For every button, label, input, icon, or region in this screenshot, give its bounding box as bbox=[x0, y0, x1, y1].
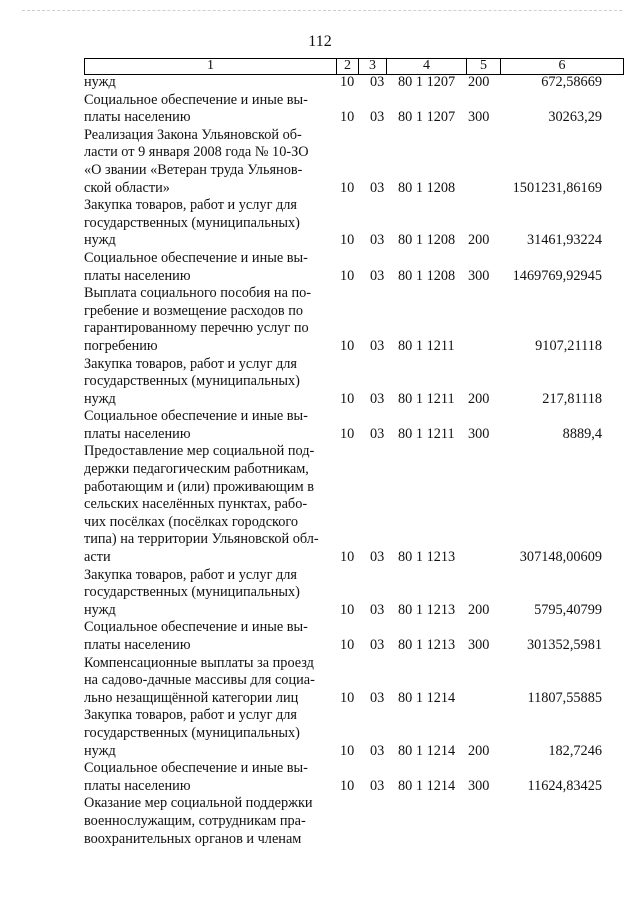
table-row bbox=[84, 567, 614, 620]
description-line: нужд bbox=[84, 742, 116, 759]
target-article-code: 80 1 1207 bbox=[398, 74, 456, 90]
description-line: держки педагогическим работникам, bbox=[84, 461, 309, 478]
description-line: льно незащищённой категории лиц bbox=[84, 689, 299, 706]
row-description bbox=[84, 567, 336, 620]
description-line: Социальное обеспечение и иные вы- bbox=[84, 619, 308, 636]
description-line: Закупка товаров, работ и услуг для bbox=[84, 355, 297, 372]
section-code: 10 bbox=[340, 74, 355, 90]
description-line: нужд bbox=[84, 390, 116, 407]
description-line: платы населению bbox=[84, 777, 191, 794]
subsection-code: 03 bbox=[370, 337, 385, 354]
subsection-code: 03 bbox=[370, 689, 385, 706]
header-col-1: 1 bbox=[85, 59, 337, 74]
table-row bbox=[84, 707, 614, 760]
row-description bbox=[84, 356, 336, 409]
table-row bbox=[84, 92, 614, 127]
description-line: Оказание мер социальной поддержки bbox=[84, 795, 313, 812]
table-body bbox=[84, 74, 614, 848]
scan-top-edge bbox=[22, 10, 622, 11]
expense-type-code: 200 bbox=[468, 742, 490, 759]
description-line: Закупка товаров, работ и услуг для bbox=[84, 566, 297, 583]
section-code: 10 bbox=[340, 689, 355, 706]
subsection-code: 03 bbox=[370, 109, 385, 126]
expense-type-code: 200 bbox=[468, 601, 490, 618]
row-description bbox=[84, 127, 336, 197]
description-line: государственных (муниципальных) bbox=[84, 214, 300, 231]
section-code: 10 bbox=[340, 267, 355, 284]
description-line: воохранительных органов и членам bbox=[84, 830, 302, 847]
description-line: гарантированному перечню услуг по bbox=[84, 320, 309, 337]
description-line: сельских населённых пунктах, рабо- bbox=[84, 496, 308, 513]
table-row bbox=[84, 443, 614, 566]
description-line: Предоставление мер социальной под- bbox=[84, 443, 315, 460]
target-article-code: 80 1 1211 bbox=[398, 337, 455, 354]
target-article-code: 80 1 1208 bbox=[398, 179, 456, 196]
page-number: 112 bbox=[308, 33, 332, 50]
amount: 11807,55885 bbox=[527, 689, 602, 706]
amount: 1469769,92945 bbox=[512, 267, 602, 284]
subsection-code: 03 bbox=[370, 549, 385, 566]
target-article-code: 80 1 1207 bbox=[398, 109, 456, 126]
target-article-code: 80 1 1208 bbox=[398, 232, 456, 249]
description-line: платы населению bbox=[84, 267, 191, 284]
subsection-code: 03 bbox=[370, 179, 385, 196]
table-row bbox=[84, 619, 614, 654]
section-code: 10 bbox=[340, 549, 355, 566]
subsection-code: 03 bbox=[370, 232, 385, 249]
row-description bbox=[84, 197, 336, 250]
description-line: работающим и (или) проживающим в bbox=[84, 478, 314, 495]
description-line: чих посёлках (посёлках городского bbox=[84, 513, 299, 530]
subsection-code: 03 bbox=[370, 601, 385, 618]
description-line: платы населению bbox=[84, 425, 191, 442]
description-line: ской области» bbox=[84, 179, 170, 196]
description-line: нужд bbox=[84, 601, 116, 618]
amount: 11624,83425 bbox=[527, 777, 602, 794]
expense-type-code: 300 bbox=[468, 777, 490, 794]
header-col-6: 6 bbox=[558, 58, 566, 73]
expense-type-code: 300 bbox=[468, 109, 490, 126]
table-row bbox=[84, 250, 614, 285]
amount: 5795,40799 bbox=[534, 601, 602, 618]
table-row bbox=[84, 655, 614, 708]
header-col-5: 5 bbox=[467, 59, 501, 74]
description-line: нужд bbox=[84, 232, 116, 249]
section-code: 10 bbox=[340, 232, 355, 249]
section-code: 10 bbox=[340, 337, 355, 354]
header-col-2: 2 bbox=[337, 59, 359, 74]
description-line: типа) на территории Ульяновской обл- bbox=[84, 531, 319, 548]
description-line: Закупка товаров, работ и услуг для bbox=[84, 197, 297, 214]
description-line: нужд bbox=[84, 74, 116, 90]
description-line: государственных (муниципальных) bbox=[84, 584, 300, 601]
subsection-code: 03 bbox=[370, 742, 385, 759]
amount: 31461,93224 bbox=[526, 232, 602, 249]
target-article-code: 80 1 1213 bbox=[398, 637, 456, 653]
target-article-code: 80 1 1214 bbox=[398, 689, 456, 706]
description-line: асти bbox=[84, 549, 111, 566]
table-row bbox=[84, 127, 614, 197]
amount: 672,58669 bbox=[541, 74, 602, 90]
description-line: Социальное обеспечение и иные вы- bbox=[84, 91, 308, 108]
description-line: Компенсационные выплаты за проезд bbox=[84, 654, 314, 671]
expense-type-code: 300 bbox=[468, 637, 490, 653]
amount: 30263,29 bbox=[548, 109, 602, 126]
row-description bbox=[84, 619, 336, 654]
subsection-code: 03 bbox=[370, 637, 385, 653]
description-line: ласти от 9 января 2008 года № 10-ЗО bbox=[84, 144, 309, 161]
amount: 9107,21118 bbox=[535, 337, 602, 354]
table-row bbox=[84, 408, 614, 443]
section-code: 10 bbox=[340, 601, 355, 618]
table-row bbox=[84, 356, 614, 409]
expense-type-code: 200 bbox=[468, 390, 490, 407]
section-code: 10 bbox=[340, 425, 355, 442]
table-row bbox=[84, 760, 614, 795]
target-article-code: 80 1 1213 bbox=[398, 549, 456, 566]
description-line: Закупка товаров, работ и услуг для bbox=[84, 707, 297, 724]
row-description bbox=[84, 285, 336, 355]
description-line: на садово-дачные массивы для социа- bbox=[84, 672, 315, 689]
row-description bbox=[84, 92, 336, 127]
description-line: платы населению bbox=[84, 637, 191, 653]
description-line: гребение и возмещение расходов по bbox=[84, 302, 303, 319]
section-code: 10 bbox=[340, 109, 355, 126]
description-line: «О звании «Ветеран труда Ульянов- bbox=[84, 161, 303, 178]
description-line: погребению bbox=[84, 337, 158, 354]
expense-type-code: 200 bbox=[468, 74, 490, 90]
target-article-code: 80 1 1211 bbox=[398, 425, 455, 442]
row-description bbox=[84, 443, 336, 566]
row-description bbox=[84, 795, 336, 848]
description-line: Социальное обеспечение и иные вы- bbox=[84, 760, 308, 777]
section-code: 10 bbox=[340, 777, 355, 794]
row-description bbox=[84, 655, 336, 708]
header-col-4: 4 bbox=[387, 59, 467, 74]
target-article-code: 80 1 1214 bbox=[398, 777, 456, 794]
target-article-code: 80 1 1214 bbox=[398, 742, 456, 759]
target-article-code: 80 1 1211 bbox=[398, 390, 455, 407]
subsection-code: 03 bbox=[370, 390, 385, 407]
subsection-code: 03 bbox=[370, 74, 385, 90]
target-article-code: 80 1 1208 bbox=[398, 267, 456, 284]
table-row bbox=[84, 74, 614, 92]
description-line: Социальное обеспечение и иные вы- bbox=[84, 408, 308, 425]
row-description bbox=[84, 760, 336, 795]
row-description bbox=[84, 707, 336, 760]
table-row bbox=[84, 197, 614, 250]
amount: 1501231,86169 bbox=[512, 179, 602, 196]
target-article-code: 80 1 1213 bbox=[398, 601, 456, 618]
subsection-code: 03 bbox=[370, 777, 385, 794]
amount: 8889,4 bbox=[562, 425, 602, 442]
section-code: 10 bbox=[340, 637, 355, 653]
description-line: государственных (муниципальных) bbox=[84, 373, 300, 390]
subsection-code: 03 bbox=[370, 267, 385, 284]
description-line: платы населению bbox=[84, 109, 191, 126]
header-col-3: 3 bbox=[359, 59, 387, 74]
description-line: Выплата социального пособия на по- bbox=[84, 285, 312, 302]
amount: 182,7246 bbox=[548, 742, 602, 759]
expense-type-code: 300 bbox=[468, 425, 490, 442]
section-code: 10 bbox=[340, 742, 355, 759]
description-line: Социальное обеспечение и иные вы- bbox=[84, 249, 308, 266]
section-code: 10 bbox=[340, 179, 355, 196]
amount: 217,81118 bbox=[542, 390, 602, 407]
amount: 301352,5981 bbox=[526, 637, 602, 653]
subsection-code: 03 bbox=[370, 425, 385, 442]
amount: 307148,00609 bbox=[519, 549, 602, 566]
row-description bbox=[84, 250, 336, 285]
table-row bbox=[84, 285, 614, 355]
section-code: 10 bbox=[340, 390, 355, 407]
description-line: Реализация Закона Ульяновской об- bbox=[84, 126, 302, 143]
table-header bbox=[84, 58, 624, 75]
description-line: военнослужащим, сотрудникам пра- bbox=[84, 812, 306, 829]
expense-type-code: 200 bbox=[468, 232, 490, 249]
row-description bbox=[84, 408, 336, 443]
row-description bbox=[84, 74, 336, 92]
table-row bbox=[84, 795, 614, 848]
expense-type-code: 300 bbox=[468, 267, 490, 284]
description-line: государственных (муниципальных) bbox=[84, 724, 300, 741]
